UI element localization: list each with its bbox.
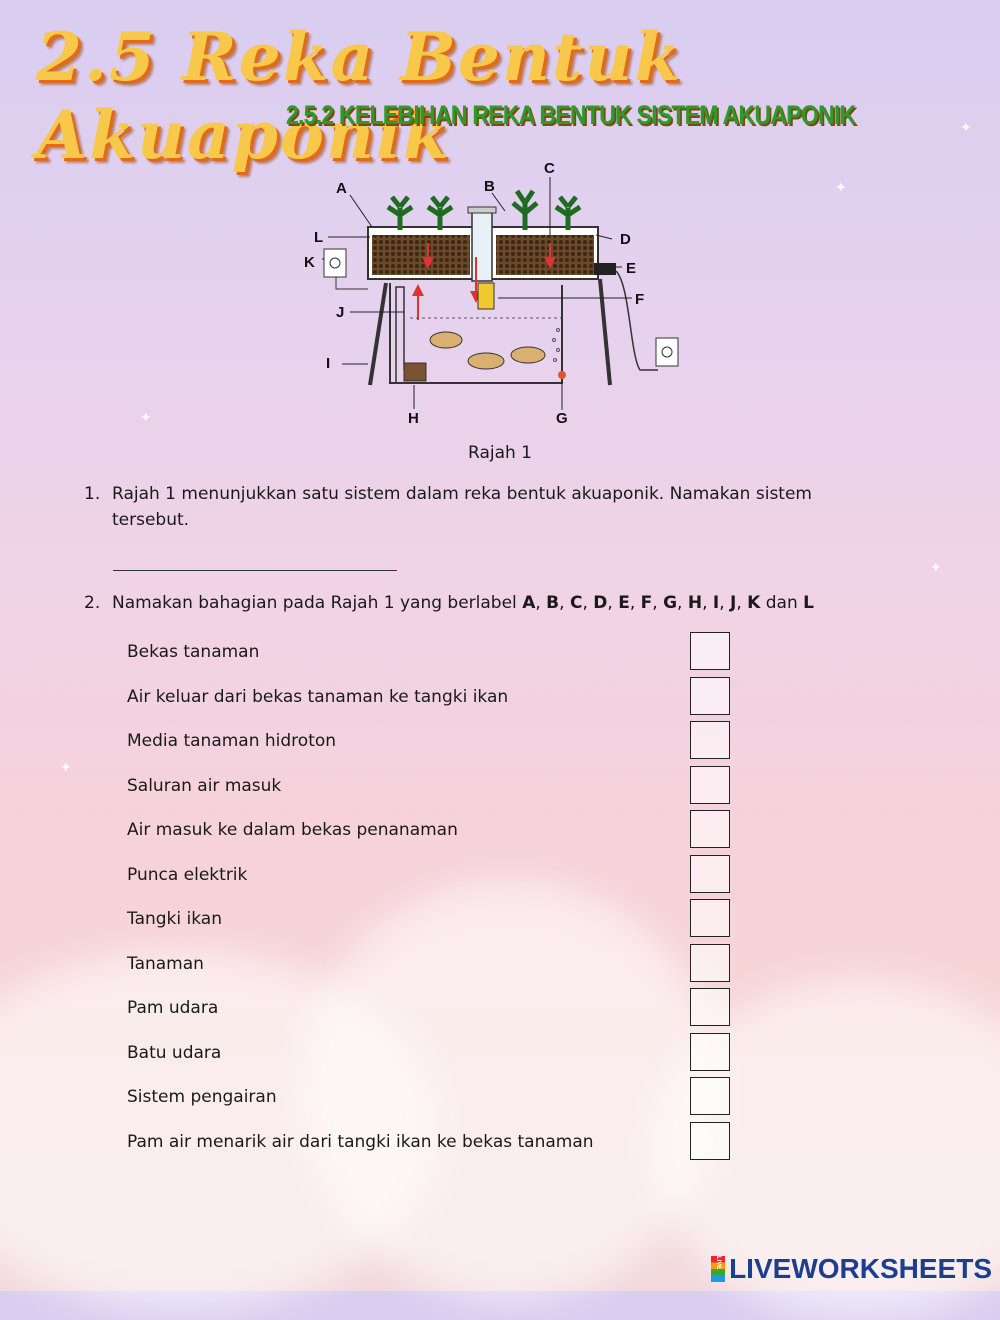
- diagram-label-g: G: [556, 410, 568, 427]
- label-letter: A: [522, 593, 536, 613]
- answer-box[interactable]: [690, 766, 730, 804]
- item-label: Tanaman: [127, 954, 204, 974]
- brand-name: LIVEWORKSHEETS: [729, 1253, 992, 1284]
- answer-line[interactable]: [113, 568, 397, 571]
- star-decoration: ✦: [60, 760, 72, 776]
- answer-row: [127, 1079, 727, 1115]
- answer-box[interactable]: [690, 810, 730, 848]
- diagram-label-h: H: [408, 410, 419, 427]
- question-prefix: Namakan bahagian pada Rajah 1 yang berlabel: [112, 593, 523, 613]
- label-letter: D: [593, 593, 608, 613]
- answer-row: [127, 1035, 727, 1071]
- label-letter: G: [663, 593, 678, 613]
- answer-row: [127, 768, 727, 804]
- answer-row: [127, 1124, 727, 1160]
- item-label: Tangki ikan: [127, 909, 222, 929]
- answer-row: [127, 946, 727, 982]
- diagram-label-f: F: [635, 291, 645, 308]
- answer-row: [127, 634, 727, 670]
- fish-icon: [468, 353, 504, 369]
- label-letter: F: [640, 593, 653, 613]
- item-label: Sistem pengairan: [127, 1087, 277, 1107]
- power-outlet: [324, 249, 346, 277]
- diagram-label-d: D: [620, 231, 631, 248]
- water-inlet-pipe: [396, 287, 404, 383]
- item-label: Saluran air masuk: [127, 776, 282, 796]
- label-letter: L: [803, 593, 814, 613]
- item-label: Punca elektrik: [127, 865, 248, 885]
- question-2: [84, 590, 872, 616]
- label-letter: B: [546, 593, 560, 613]
- item-label: Air masuk ke dalam bekas penanaman: [127, 820, 458, 840]
- diagram-label-i: I: [326, 355, 331, 372]
- answer-box[interactable]: [690, 1033, 730, 1071]
- conjunction: dan: [765, 593, 798, 613]
- power-outlet: [656, 338, 678, 366]
- item-label: Pam udara: [127, 998, 219, 1018]
- air-stone: [558, 371, 566, 379]
- star-decoration: ✦: [930, 560, 942, 576]
- fish-icon: [511, 347, 545, 363]
- answer-row: [127, 723, 727, 759]
- label-letter: H: [687, 593, 703, 613]
- label-letter: E: [618, 593, 630, 613]
- answer-row: [127, 857, 727, 893]
- question-text: Namakan bahagian pada Rajah 1 yang berlabel A, B, C, D, E, F, G, H, I, J, K dan L: [112, 593, 814, 613]
- answer-row: [127, 990, 727, 1026]
- star-decoration: ✦: [960, 120, 972, 136]
- brand-logo[interactable]: [711, 1253, 992, 1285]
- diagram-label-j: J: [336, 304, 345, 321]
- item-label: Media tanaman hidroton: [127, 731, 337, 751]
- label-letter: J: [730, 593, 737, 613]
- diagram-label-l: L: [314, 229, 324, 246]
- item-label: Air keluar dari bekas tanaman ke tangki ikan: [127, 687, 509, 707]
- air-pump: [594, 263, 616, 275]
- answer-box[interactable]: [690, 721, 730, 759]
- answer-box[interactable]: [690, 1122, 730, 1160]
- question-1: [84, 481, 872, 533]
- page-subtitle: 2.5.2 KELEBIHAN REKA BENTUK SISTEM AKUAPONIK: [286, 100, 856, 130]
- page-title: 2.5 Reka Bentuk Akuaponik: [36, 18, 683, 174]
- brand-logo-icon: LIVE: [711, 1256, 725, 1282]
- question-number: 2.: [84, 593, 101, 613]
- diagram-label-b: B: [484, 178, 495, 195]
- answer-box[interactable]: [690, 855, 730, 893]
- item-label: Bekas tanaman: [127, 642, 260, 662]
- question-text: Rajah 1 menunjukkan satu sistem dalam reka bentuk akuaponik. Namakan sistem tersebut.: [112, 484, 812, 530]
- answer-row: [127, 901, 727, 937]
- answer-box[interactable]: [690, 1077, 730, 1115]
- answer-box[interactable]: [690, 944, 730, 982]
- answer-row: [127, 812, 727, 848]
- star-decoration: ✦: [835, 180, 847, 196]
- label-letter: K: [747, 593, 761, 613]
- aquaponics-diagram: [300, 155, 700, 435]
- question-number: 1.: [84, 484, 101, 504]
- label-letter: I: [712, 593, 720, 613]
- item-label: Pam air menarik air dari tangki ikan ke bekas tanaman: [127, 1132, 594, 1152]
- answer-box[interactable]: [690, 988, 730, 1026]
- water-pump: [404, 363, 426, 381]
- star-decoration: ✦: [140, 410, 152, 426]
- figure-caption: Rajah 1: [468, 443, 532, 463]
- item-label: Batu udara: [127, 1043, 222, 1063]
- diagram-label-e: E: [626, 260, 637, 277]
- water-pump: [478, 283, 494, 309]
- answer-box[interactable]: [690, 677, 730, 715]
- diagram-label-a: A: [336, 180, 347, 197]
- diagram-label-k: K: [304, 254, 315, 271]
- label-letter: C: [569, 593, 583, 613]
- fish-icon: [430, 332, 462, 348]
- diagram-label-c: C: [544, 160, 555, 177]
- answer-row: [127, 679, 727, 715]
- answer-box[interactable]: [690, 632, 730, 670]
- answer-box[interactable]: [690, 899, 730, 937]
